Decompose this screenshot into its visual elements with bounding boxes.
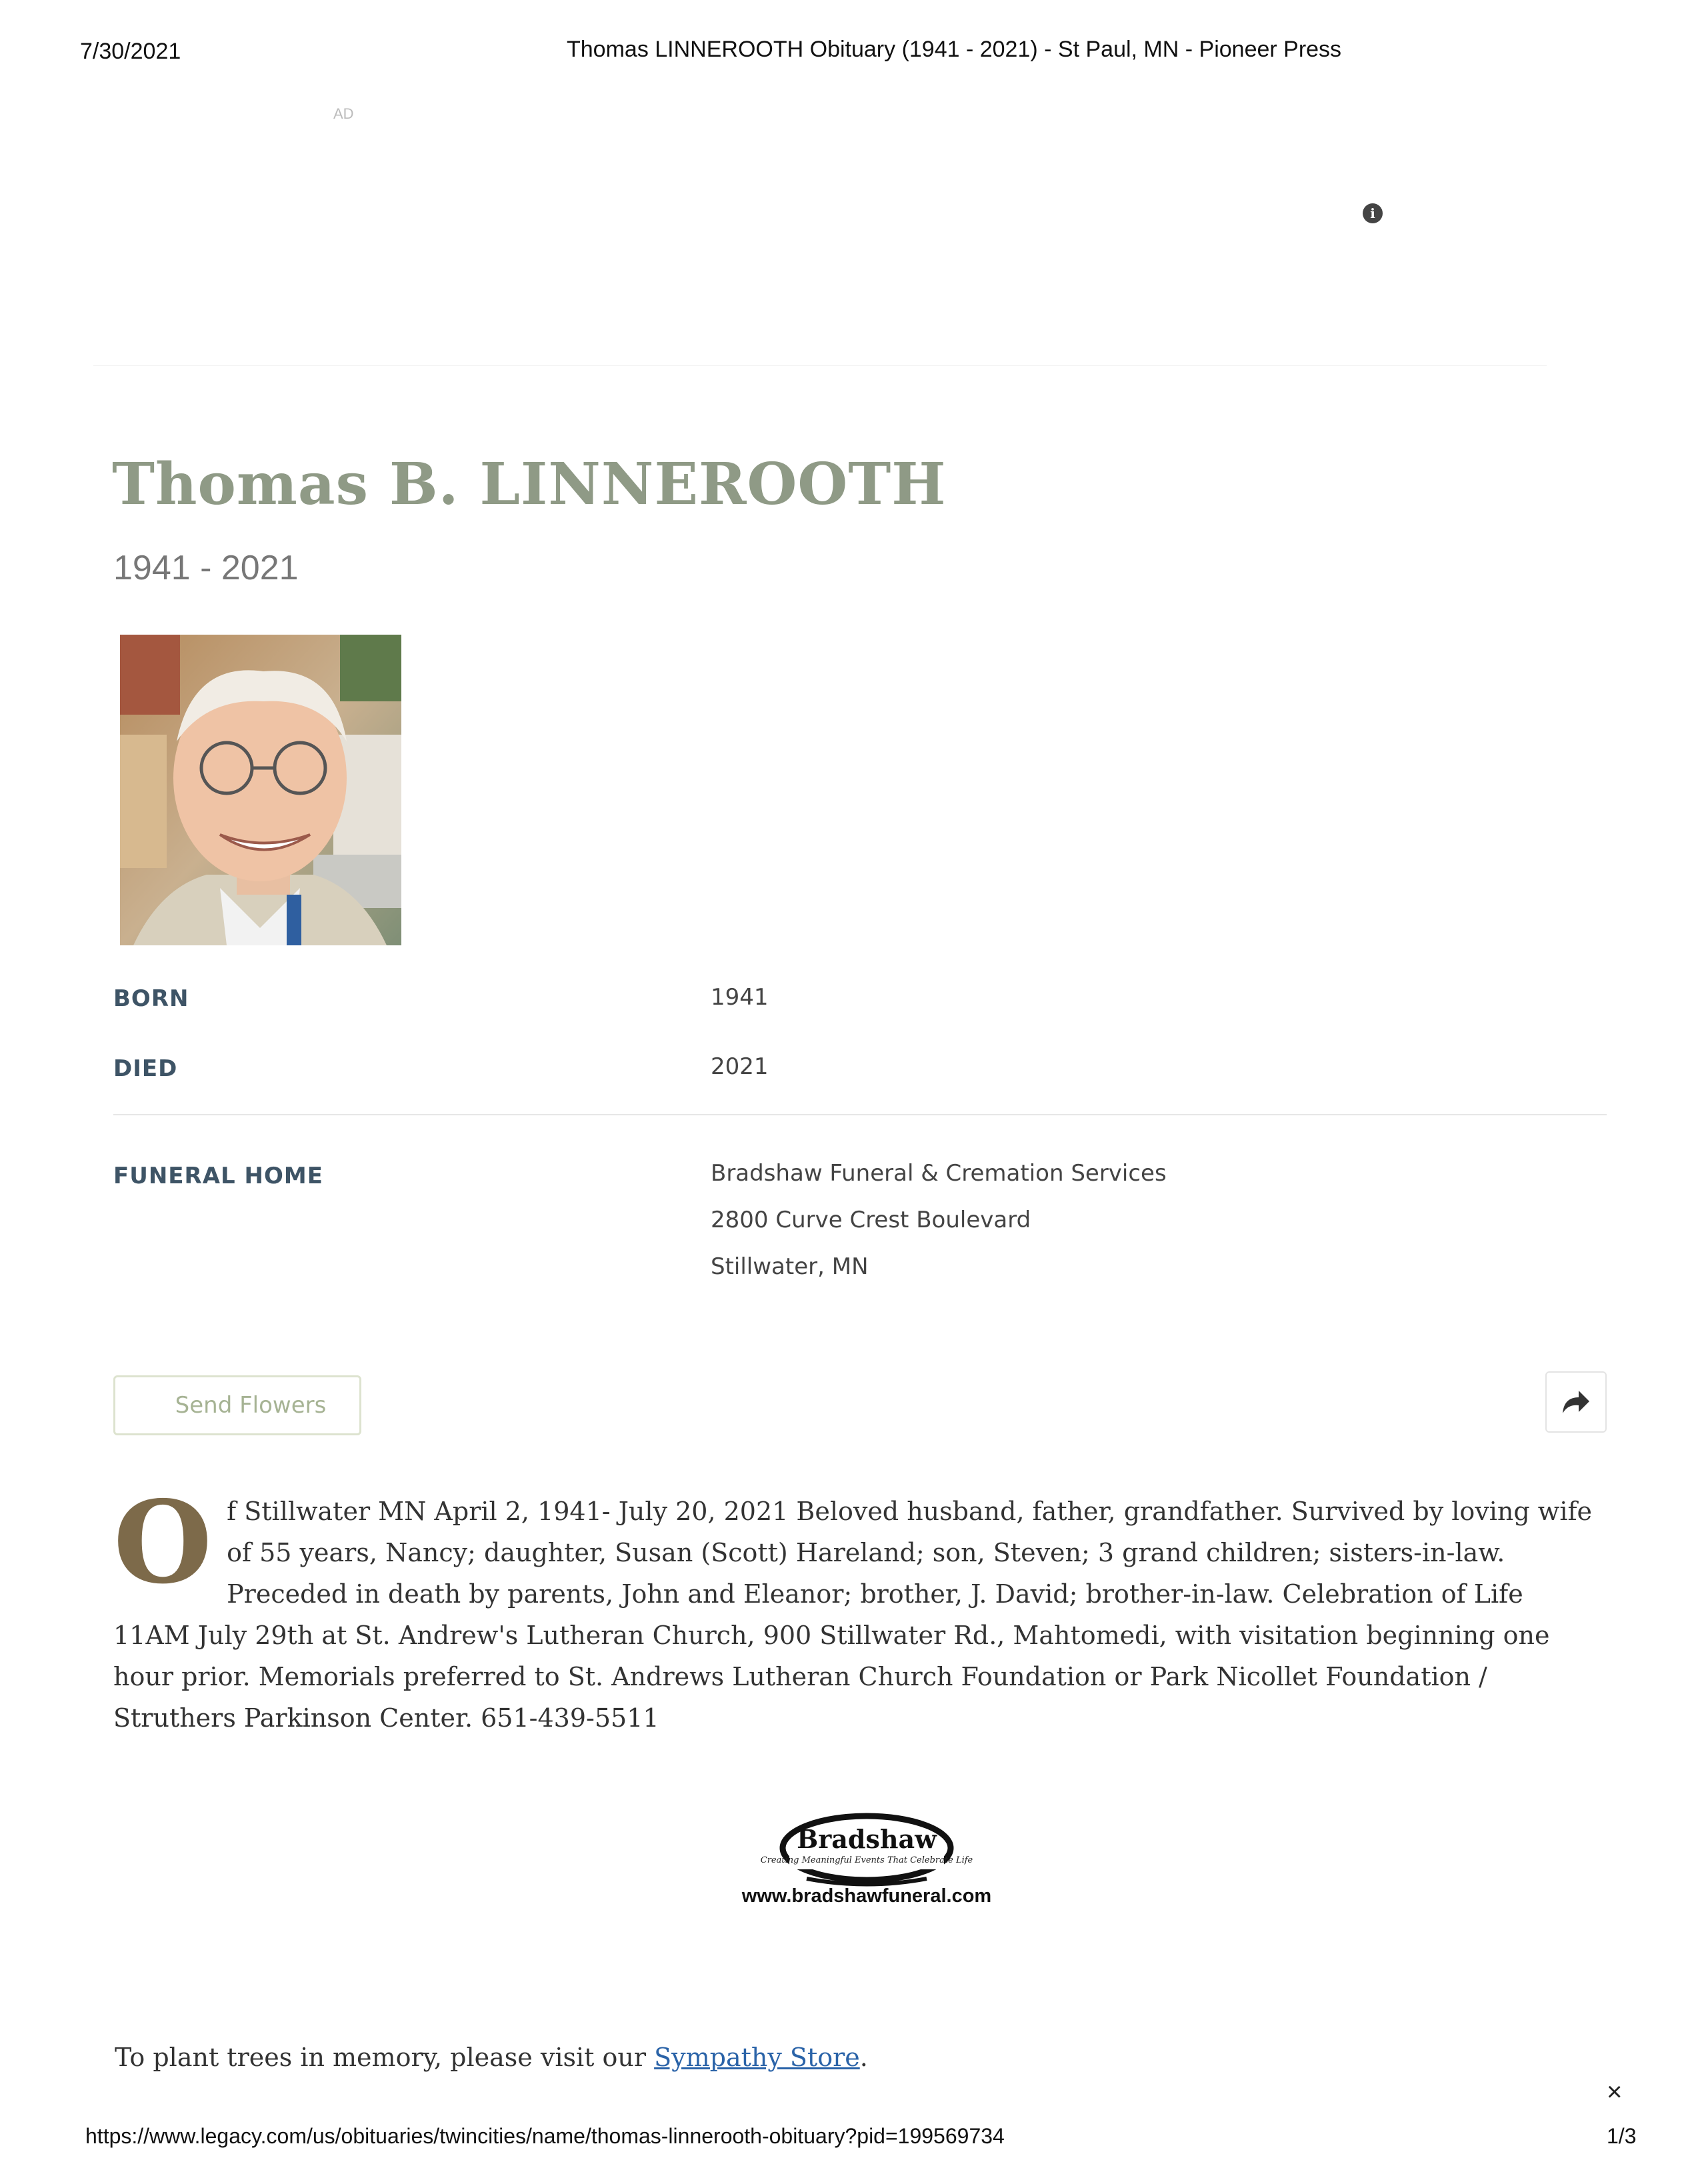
bradshaw-logo-tagline: Creating Meaningful Events That Celebrate Life	[760, 1855, 973, 1865]
share-icon	[1561, 1389, 1591, 1415]
bradshaw-logo-name: Bradshaw	[797, 1824, 937, 1854]
plant-trees-prefix: To plant trees in memory, please visit our	[115, 2043, 655, 2072]
funeral-home-label: FUNERAL HOME	[113, 1163, 323, 1189]
ad-label: AD	[333, 105, 354, 122]
obituary-name: Thomas B. LINNEROOTH	[112, 451, 947, 518]
obituary-text	[113, 1476, 1607, 1739]
funeral-home-address: 2800 Curve Crest Boulevard	[711, 1207, 1031, 1233]
died-value: 2021	[711, 1053, 769, 1080]
plant-trees-text	[115, 2043, 868, 2072]
plant-trees-suffix: .	[859, 2043, 868, 2072]
info-icon[interactable]: i	[1363, 203, 1383, 223]
born-label: BORN	[113, 985, 189, 1012]
obituary-years: 1941 - 2021	[113, 549, 299, 587]
details-divider	[113, 1114, 1607, 1115]
funeral-home-city: Stillwater, MN	[711, 1253, 869, 1280]
print-page-title: Thomas LINNEROOTH Obituary (1941 - 2021) - St Paul, MN - Pioneer Press	[567, 37, 1342, 62]
close-icon[interactable]: ×	[1607, 2077, 1623, 2107]
send-flowers-label: Send Flowers	[175, 1392, 327, 1419]
print-date: 7/30/2021	[80, 39, 181, 64]
sympathy-store-link[interactable]: Sympathy Store	[654, 2043, 860, 2072]
portrait-photo	[120, 635, 401, 945]
obituary-body: f Stillwater MN April 2, 1941- July 20, 2021 Beloved husband, father, grandfather. Survived by loving wife of 55 years, Nancy; daughter, Susan (Scott) Hareland; son, Steven; 3 grand children; sisters-in-law. Preceded in death by parents, John and Eleanor; brother, J. David; brother-in-law. Celebration of Life 11AM July 29th at St. Andrew's Lutheran Church, 900 Stillwater Rd., Mahtomedi, with visitation beginning one hour prior. Memorials preferred to St. Andrews Lutheran Church Foundation or Park Nicollet Foundation / Struthers Parkinson Center. 651-439-5511	[113, 1497, 1593, 1733]
died-label: DIED	[113, 1055, 178, 1082]
obituary-dropcap: O	[113, 1476, 213, 1609]
ad-divider	[93, 365, 1547, 366]
share-button[interactable]	[1545, 1371, 1607, 1433]
print-url: https://www.legacy.com/us/obituaries/twincities/name/thomas-linnerooth-obituary?pid=199569734	[85, 2124, 1005, 2148]
page-number: 1/3	[1607, 2124, 1637, 2148]
funeral-home-name[interactable]: Bradshaw Funeral & Cremation Services	[711, 1160, 1167, 1187]
born-value: 1941	[711, 984, 769, 1011]
bradshaw-url[interactable]: www.bradshawfuneral.com	[741, 1885, 992, 1907]
send-flowers-button[interactable]	[113, 1375, 361, 1435]
